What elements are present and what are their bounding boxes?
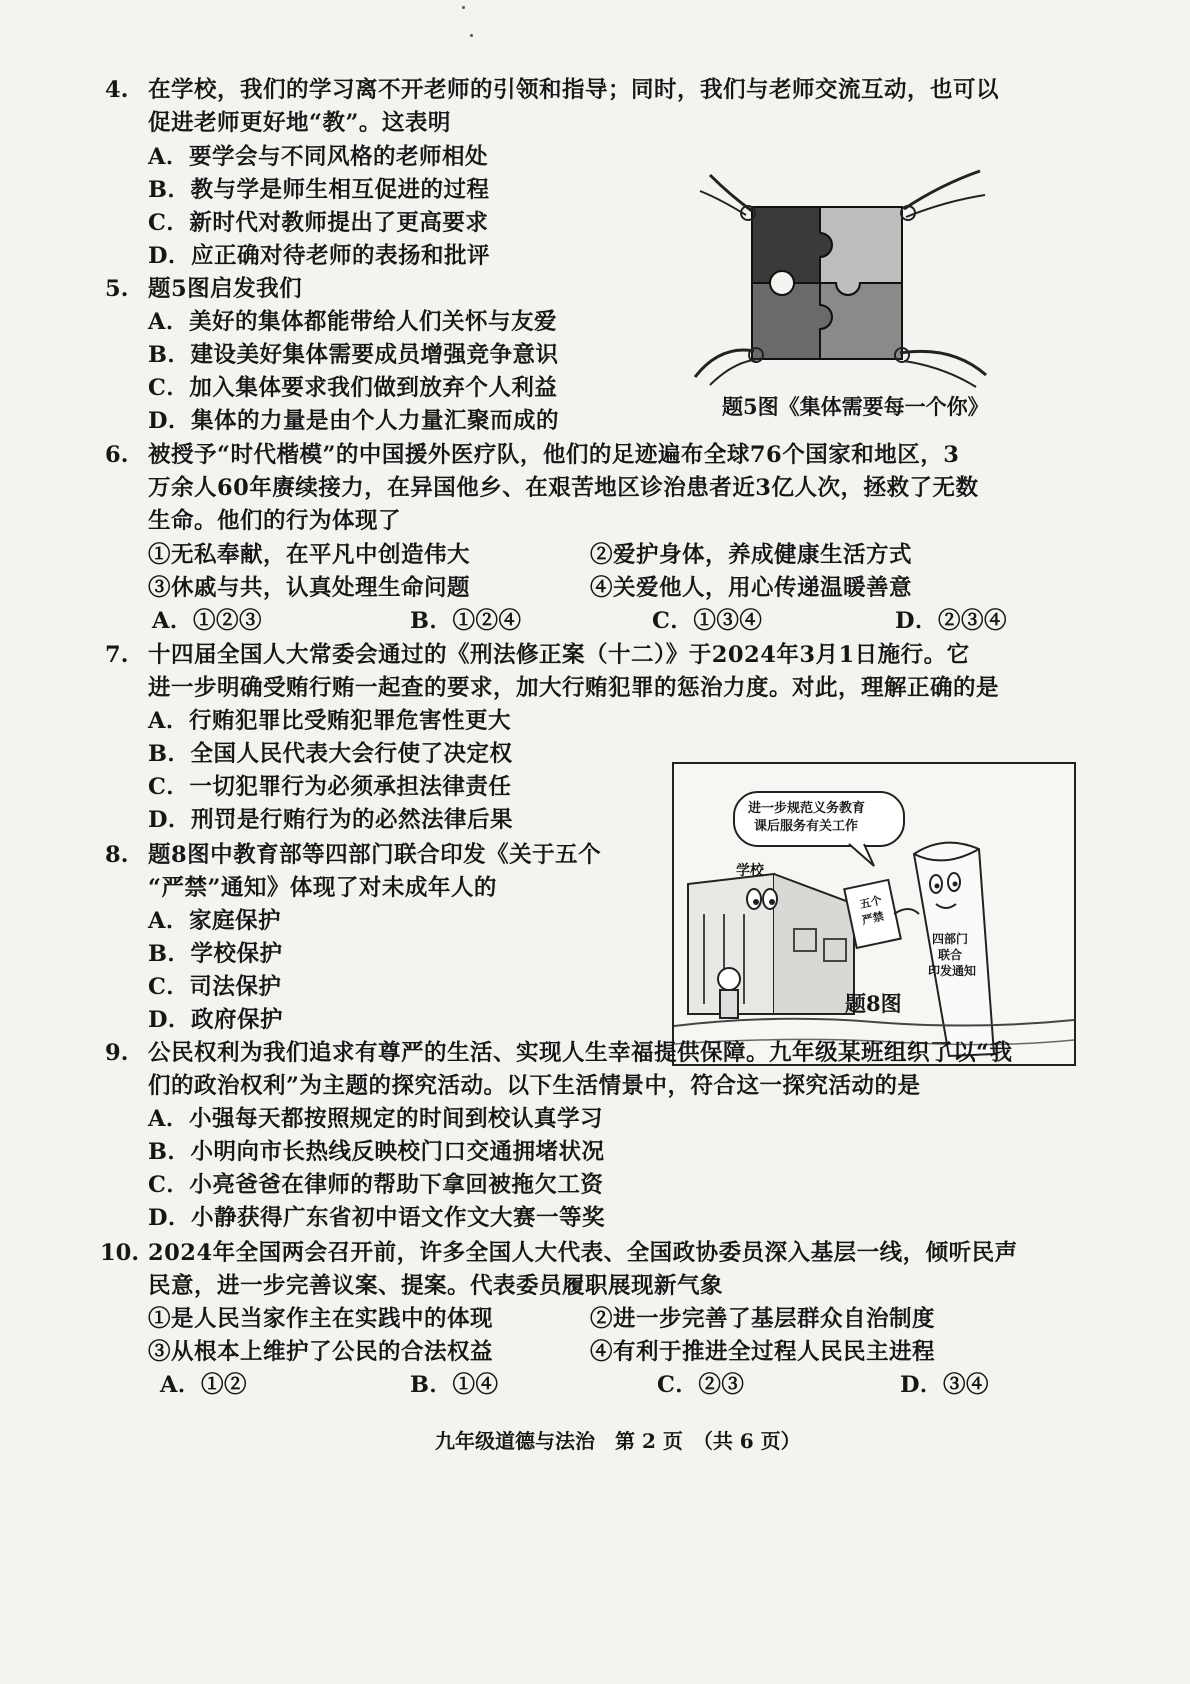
figure-8-cartoon bbox=[672, 762, 1076, 1066]
question-5-number: 5. bbox=[105, 276, 129, 302]
cartoon-notice-line1: 四部门 bbox=[932, 932, 969, 946]
question-7-option-d[interactable]: D．刑罚是行贿行为的必然法律后果 bbox=[148, 807, 514, 833]
question-6-option-c[interactable]: C．①③④ bbox=[652, 608, 763, 634]
question-6-statement-1: ①无私奉献，在平凡中创造伟大 bbox=[148, 542, 471, 568]
question-5-option-c[interactable]: C．加入集体要求我们做到放弃个人利益 bbox=[148, 375, 558, 401]
question-10-option-b[interactable]: B．①④ bbox=[410, 1372, 499, 1398]
question-4-option-c[interactable]: C．新时代对教师提出了更高要求 bbox=[148, 210, 489, 236]
question-10-number: 10. bbox=[100, 1240, 140, 1266]
question-8-number: 8. bbox=[105, 842, 129, 868]
question-6-statement-3: ③休戚与共，认真处理生命问题 bbox=[148, 575, 471, 601]
question-4-option-d[interactable]: D．应正确对待老师的表扬和批评 bbox=[148, 243, 491, 269]
question-6-statement-4: ④关爱他人，用心传递温暖善意 bbox=[590, 575, 913, 601]
question-7-stem-line1: 十四届全国人大常委会通过的《刑法修正案（十二）》于2024年3月1日施行。它 bbox=[148, 642, 970, 668]
cartoon-speech-line2: 课后服务有关工作 bbox=[754, 819, 859, 834]
question-6-stem-line1: 被授予“时代楷模”的中国援外医疗队，他们的足迹遍布全球76个国家和地区，3 bbox=[148, 442, 960, 468]
question-9-stem-line2: 们的政治权利”为主题的探究活动。以下生活情景中，符合这一探究活动的是 bbox=[148, 1073, 921, 1099]
question-10-statement-3: ③从根本上维护了公民的合法权益 bbox=[148, 1339, 494, 1365]
question-5-option-d[interactable]: D．集体的力量是由个人力量汇聚而成的 bbox=[148, 408, 560, 434]
question-6-option-b[interactable]: B．①②④ bbox=[410, 608, 522, 634]
question-8-option-d[interactable]: D．政府保护 bbox=[148, 1007, 284, 1033]
question-6-statement-2: ②爱护身体，养成健康生活方式 bbox=[590, 542, 913, 568]
question-9-option-b[interactable]: B．小明向市长热线反映校门口交通拥堵状况 bbox=[148, 1139, 605, 1165]
cartoon-doc-line1: 五个 bbox=[858, 893, 884, 912]
question-10-option-c[interactable]: C．②③ bbox=[657, 1372, 745, 1398]
question-10-statement-4: ④有利于推进全过程人民民主进程 bbox=[590, 1339, 936, 1365]
figure-5-puzzle-hands bbox=[690, 155, 990, 390]
figure-5-caption: 题5图《集体需要每一个你》 bbox=[722, 394, 989, 419]
scan-speckle bbox=[470, 34, 473, 37]
question-4-stem-line1: 在学校，我们的学习离不开老师的引领和指导；同时，我们与老师交流互动，也可以 bbox=[148, 77, 1000, 103]
question-8-stem-line1: 题8图中教育部等四部门联合印发《关于五个 bbox=[148, 842, 602, 868]
question-9-stem-line1: 公民权利为我们追求有尊严的生活、实现人生幸福提供保障。九年级某班组织了以“我 bbox=[148, 1040, 1013, 1066]
question-6-option-a[interactable]: A．①②③ bbox=[152, 608, 262, 634]
question-9-option-d[interactable]: D．小静获得广东省初中语文作文大赛一等奖 bbox=[148, 1205, 606, 1231]
question-4-number: 4. bbox=[105, 77, 129, 103]
cartoon-notice-line2: 联合 bbox=[938, 948, 963, 962]
page-footer: 九年级道德与法治 第 2 页 （共 6 页） bbox=[435, 1429, 801, 1453]
question-8-option-c[interactable]: C．司法保护 bbox=[148, 974, 282, 1000]
question-4-option-a[interactable]: A．要学会与不同风格的老师相处 bbox=[148, 144, 488, 170]
question-8-stem-line2: “严禁”通知》体现了对未成年人的 bbox=[148, 875, 497, 901]
question-7-option-c[interactable]: C．一切犯罪行为必须承担法律责任 bbox=[148, 774, 512, 800]
question-10-statement-2: ②进一步完善了基层群众自治制度 bbox=[590, 1306, 936, 1332]
question-9-option-c[interactable]: C．小亮爸爸在律师的帮助下拿回被拖欠工资 bbox=[148, 1172, 604, 1198]
question-5-option-a[interactable]: A．美好的集体都能带给人们关怀与友爱 bbox=[148, 309, 557, 335]
question-6-stem-line3: 生命。他们的行为体现了 bbox=[148, 508, 402, 534]
figure-8-caption: 题8图 bbox=[845, 991, 902, 1016]
question-9-number: 9. bbox=[105, 1040, 129, 1066]
question-8-option-b[interactable]: B．学校保护 bbox=[148, 941, 283, 967]
question-6-number: 6. bbox=[105, 442, 129, 468]
cartoon-speech-line1: 进一步规范义务教育 bbox=[748, 801, 866, 816]
question-4-stem-line2: 促进老师更好地“教”。这表明 bbox=[148, 110, 451, 136]
question-7-option-b[interactable]: B．全国人民代表大会行使了决定权 bbox=[148, 741, 513, 767]
question-7-number: 7. bbox=[105, 642, 129, 668]
question-7-stem-line2: 进一步明确受贿行贿一起查的要求，加大行贿犯罪的惩治力度。对此，理解正确的是 bbox=[148, 675, 1000, 701]
cartoon-doc-line2: 严禁 bbox=[860, 909, 886, 928]
question-10-option-d[interactable]: D．③④ bbox=[900, 1372, 990, 1398]
question-10-option-a[interactable]: A．①② bbox=[160, 1372, 247, 1398]
question-4-option-b[interactable]: B．教与学是师生相互促进的过程 bbox=[148, 177, 490, 203]
cartoon-school-sign: 学校 bbox=[736, 863, 764, 879]
question-10-stem-line2: 民意，进一步完善议案、提案。代表委员履职展现新气象 bbox=[148, 1273, 724, 1299]
question-5-option-b[interactable]: B．建设美好集体需要成员增强竞争意识 bbox=[148, 342, 559, 368]
question-5-stem: 题5图启发我们 bbox=[148, 276, 303, 302]
question-9-option-a[interactable]: A．小强每天都按照规定的时间到校认真学习 bbox=[148, 1106, 603, 1132]
question-7-option-a[interactable]: A．行贿犯罪比受贿犯罪危害性更大 bbox=[148, 708, 511, 734]
cartoon-notice-line3: 印发通知 bbox=[928, 964, 977, 978]
question-8-option-a[interactable]: A．家庭保护 bbox=[148, 908, 281, 934]
question-6-option-d[interactable]: D．②③④ bbox=[895, 608, 1008, 634]
question-6-stem-line2: 万余人60年赓续接力，在异国他乡、在艰苦地区诊治患者近3亿人次，拯救了无数 bbox=[148, 475, 979, 501]
question-10-stem-line1: 2024年全国两会召开前，许多全国人大代表、全国政协委员深入基层一线，倾听民声 bbox=[148, 1240, 1018, 1266]
scan-speckle bbox=[462, 6, 465, 9]
question-10-statement-1: ①是人民当家作主在实践中的体现 bbox=[148, 1306, 494, 1332]
